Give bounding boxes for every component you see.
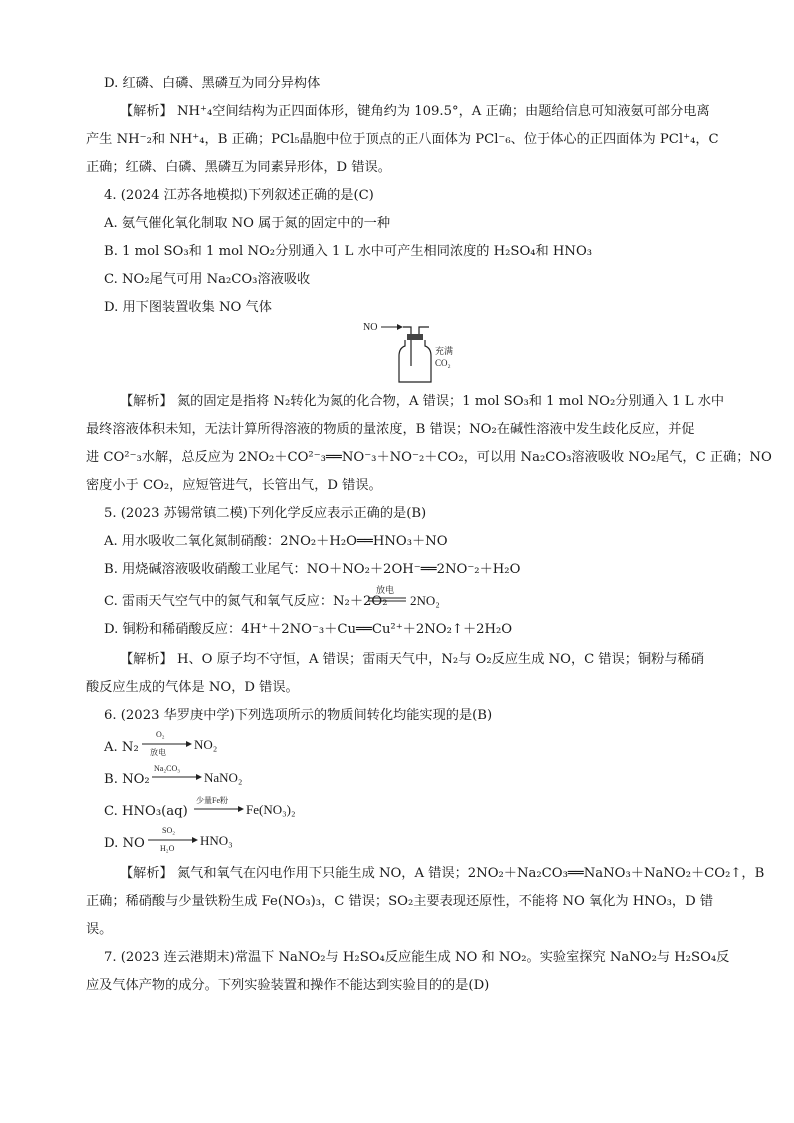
option-a-q6-arrow [140,728,250,762]
option-c-q6: C. HNO₃(aq) [104,804,188,819]
question-4-title: 4. (2024 江苏各地模拟)下列叙述正确的是(C) [104,188,374,203]
option-b-q5: B. 用烧碱溶液吸收硝酸工业尾气：NO＋NO₂＋2OH⁻══2NO⁻₂＋H₂O [104,562,521,577]
analysis-q6-line3: 误。 [86,922,113,937]
analysis-q4-line4: 密度小于 CO₂，应短管进气，长管出气，D 错误。 [86,478,382,493]
option-a-q4: A. 氨气催化氧化制取 NO 属于氮的固定中的一种 [104,216,391,231]
option-c-q4: C. NO₂尾气可用 Na₂CO₃溶液吸收 [104,272,311,287]
analysis-q3-line1: 【解析】 NH⁺₄空间结构为正四面体形，键角约为 109.5°，A 正确；由题给信息可知液氨可部分电离 [120,104,710,119]
option-d-q6-arrow [146,824,256,858]
analysis-q4-line1: 【解析】 氮的固定是指将 N₂转化为氮的化合物，A 错误；1 mol SO₃和 1 mol NO₂分别通入 1 L 水中 [120,394,725,409]
product-label: NaNO₂ [204,770,243,785]
option-c-q6-arrow [192,792,302,826]
fill-label-1: 充满 [435,346,454,356]
product-label: Fe(NO₃)₂ [246,802,296,817]
arrow-condition-label: 放电 [376,585,395,595]
arrow-reagent-label: SO₂ [162,826,176,835]
product-label: HNO₃ [200,833,233,848]
question-7-line1: 7. (2023 连云港期末)常温下 NaNO₂与 H₂SO₄反应能生成 NO 和 NO₂。实验室探究 NaNO₂与 H₂SO₄反 [104,950,730,965]
question-7-line2: 应及气体产物的成分。下列实验装置和操作不能达到实验目的的是(D) [86,978,490,993]
option-a-q5: A. 用水吸收二氧化氮制硝酸：2NO₂＋H₂O══HNO₃＋NO [104,534,448,549]
fill-label-2: CO₂ [435,358,451,368]
analysis-q4-line2: 最终溶液体积未知，无法计算所得溶液的物质的量浓度，B 错误；NO₂在碱性溶液中发生歧化反应，并促 [86,422,695,437]
option-d-q5: D. 铜粉和稀硝酸反应：4H⁺＋2NO⁻₃＋Cu══Cu²⁺＋2NO₂↑＋2H₂O [104,622,513,637]
option-c-q5-arrow [366,584,476,614]
arrow-reagent-label: O₂ [156,730,165,739]
analysis-q3-line2: 产生 NH⁻₂和 NH⁺₄，B 正确；PCl₅晶胞中位于顶点的正八面体为 PCl⁻₆、位于体心的正四面体为 PCl⁺₄，C [86,132,719,147]
analysis-q3-line3: 正确；红磷、白磷、黑磷互为同素异形体，D 错误。 [86,160,391,175]
product-label: 2NO₂ [410,593,440,608]
option-c-q5: C. 雷雨天气空气中的氮气和氧气反应：N₂＋2O₂ [104,594,388,609]
inlet-label: NO [363,322,378,333]
analysis-q5-line1: 【解析】 H、O 原子均不守恒，A 错误；雷雨天气中，N₂与 O₂反应生成 NO，C 错误；铜粉与稀硝 [120,652,704,667]
gas-bottle-figure [355,318,465,386]
arrow-reagent-label: 少量Fe粉 [196,796,228,805]
analysis-q5-line2: 酸反应生成的气体是 NO，D 错误。 [86,680,299,695]
analysis-q6-line2: 正确；稀硝酸与少量铁粉生成 Fe(NO₃)₃，C 错误；SO₂主要表现还原性，不能将 NO 氧化为 HNO₃，D 错 [86,894,714,909]
analysis-q6-line1: 【解析】 氮气和氧气在闪电作用下只能生成 NO，A 错误；2NO₂＋Na₂CO₃══NaNO₃＋NaNO₂＋CO₂↑，B [120,866,765,881]
arrow-condition-label: 放电 [150,748,166,757]
question-6-title: 6. (2023 华罗庚中学)下列选项所示的物质间转化均能实现的是(B) [104,708,493,723]
option-d-q3: D. 红磷、白磷、黑磷互为同分异构体 [104,76,321,91]
analysis-q4-line3: 进 CO²⁻₃水解，总反应为 2NO₂＋CO²⁻₃══NO⁻₃＋NO⁻₂＋CO₂，可以用 Na₂CO₃溶液吸收 NO₂尾气，C 正确；NO [86,450,772,465]
option-d-q6: D. NO [104,836,145,851]
product-label: NO₂ [194,737,218,752]
arrow-reagent-label: Na₂CO₃ [154,764,181,773]
question-5-title: 5. (2023 苏锡常镇二模)下列化学反应表示正确的是(B) [104,506,427,521]
option-b-q6-arrow [150,760,260,794]
option-b-q4: B. 1 mol SO₃和 1 mol NO₂分别通入 1 L 水中可产生相同浓度的 H₂SO₄和 HNO₃ [104,244,593,259]
arrow-condition-label: H₂O [160,844,175,853]
option-d-q4: D. 用下图装置收集 NO 气体 [104,300,272,315]
option-a-q6: A. N₂ [104,740,139,755]
option-b-q6: B. NO₂ [104,772,150,787]
